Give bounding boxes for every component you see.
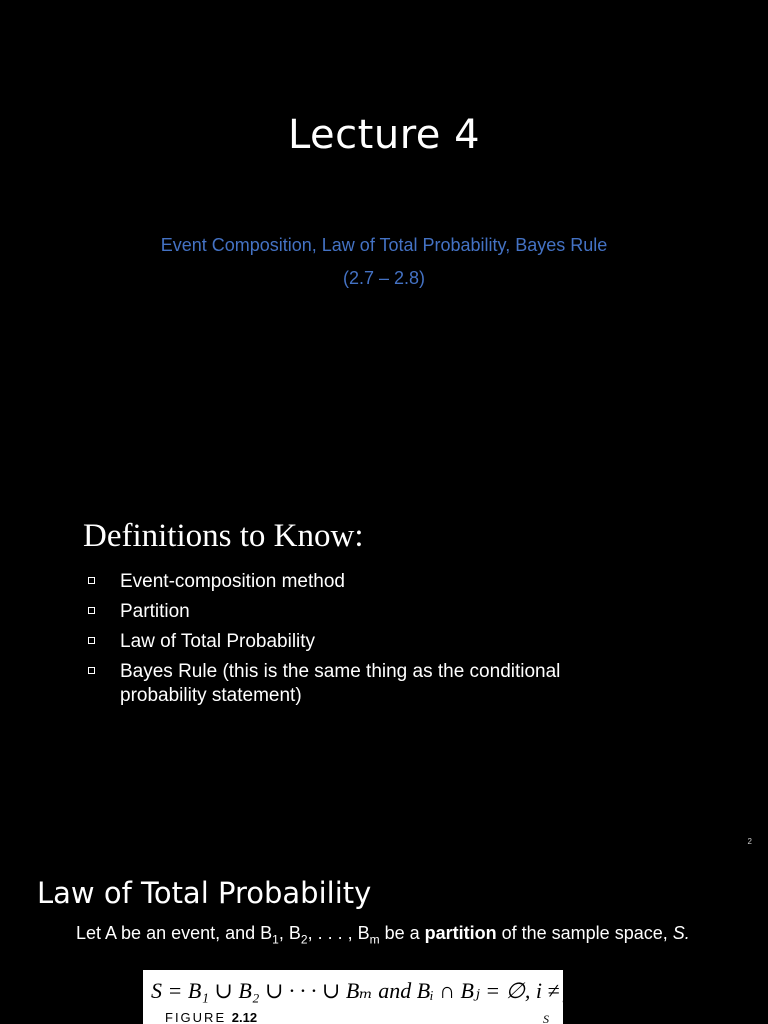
square-bullet-icon <box>88 667 95 674</box>
figure-sample-space-label: S <box>543 1012 549 1024</box>
square-bullet-icon <box>88 607 95 614</box>
subtitle-line-1: Event Composition, Law of Total Probability, Bayes Rule <box>160 235 608 255</box>
italic-term: S. <box>672 923 690 943</box>
figure-word: FIGURE <box>165 1010 227 1024</box>
definitions-list <box>88 570 648 714</box>
definitions-slide <box>0 480 768 850</box>
definitions-heading: Definitions to Know: <box>83 518 364 554</box>
square-bullet-icon <box>88 637 95 644</box>
list-item <box>88 630 648 654</box>
formula-image <box>143 970 577 1024</box>
figure-caption <box>165 1010 257 1024</box>
text-segment: , B <box>278 923 301 943</box>
list-item-text: Event-composition method <box>120 571 345 592</box>
total-probability-slide <box>0 860 768 1024</box>
lecture-subtitle <box>0 229 768 295</box>
text-segment: Let A be an event, and B <box>76 923 273 943</box>
subscript: 1 <box>272 932 279 947</box>
list-item <box>88 570 648 594</box>
subscript: 2 <box>300 932 308 947</box>
subscript: m <box>369 932 380 947</box>
text-segment: be a <box>379 923 425 943</box>
slide-number: 2 <box>747 837 752 846</box>
list-item-text: Bayes Rule (this is the same thing as the conditional probability statement) <box>120 661 561 706</box>
bold-term: partition <box>424 923 497 943</box>
list-item-text: Partition <box>120 601 190 622</box>
lecture-title: Lecture 4 <box>287 112 481 158</box>
subtitle-line-2: (2.7 – 2.8) <box>342 268 426 288</box>
list-item <box>88 660 648 708</box>
partition-statement <box>76 922 696 952</box>
list-item-text: Law of Total Probability <box>120 631 316 652</box>
title-slide <box>0 0 768 420</box>
text-segment: , . . . , B <box>307 923 370 943</box>
list-item <box>88 600 648 624</box>
total-probability-heading: Law of Total Probability <box>37 876 372 910</box>
text-segment: of the sample space, <box>496 923 673 943</box>
figure-number: 2.12 <box>231 1010 258 1024</box>
square-bullet-icon <box>88 577 95 584</box>
partition-formula: S = B₁ ∪ B₂ ∪ · · · ∪ Bₘ and Bᵢ ∩ Bⱼ = ∅, i ≠ j. <box>151 978 577 1003</box>
